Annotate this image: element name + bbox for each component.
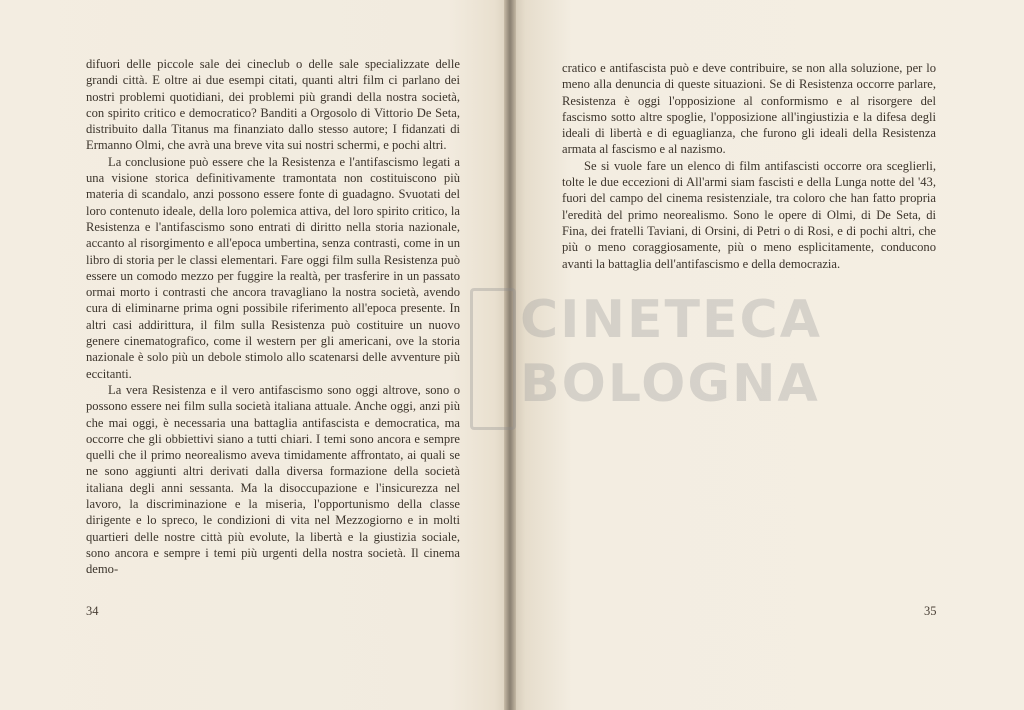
right-page-text (562, 60, 936, 272)
watermark-line-2: BOLOGNA (520, 354, 820, 414)
paragraph: La vera Resistenza e il vero antifascismo sono oggi altrove, sono o possono essere nei film sulla società italiana attuale. Anche oggi, anzi più che mai oggi, è necessaria una battaglia antifascista e democratica, ma occorre che gli obbiettivi siano a tutti chiari. I temi sono ancora e sempre quelli che il primo neorealismo aveva timidamente affrontato, ai quali se ne sono aggiunti altri derivati dalla diversa formazione della società italiana degli anni sessanta. Ma la disoccupazione e l'insicurezza nel lavoro, la discriminazione e la miseria, l'opportunismo della classe dirigente e lo spreco, le condizioni di vita nel Mezzogiorno e in molti quartieri delle nostre città più evolute, la libertà e la giustizia sociale, sono ancora e sempre i temi più urgenti della nostra società. Il cinema demo- (86, 382, 460, 577)
paragraph: difuori delle piccole sale dei cineclub o delle sale specializzate delle grandi città. E oltre ai due esempi citati, quanti altri film ci parlano dei nostri problemi quotidiani, dei problemi più grandi della nostra società, con spirito critico e democratico? Banditi a Orgosolo di Vittorio De Seta, distribuito dalla Titanus ma finanziato dallo stesso autore; I fidanzati di Ermanno Olmi, che avrà una breve vita sui nostri schermi, e pochi altri. (86, 57, 460, 153)
left-page-text (86, 56, 460, 578)
watermark-line-1: CINETECA (520, 290, 822, 350)
paragraph: cratico e antifascista può e deve contribuire, se non alla soluzione, per lo meno alla denuncia di queste situazioni. Se di Resistenza occorre parlare, Resistenza è oggi l'opposizione al conformismo e al risorgere del fascismo sotto altre spoglie, l'opposizione all'ingiustizia e la difesa degli ideali di libertà e di eguaglianza, che furono gli ideali della Resistenza armata al fascismo e al nazismo. (562, 61, 936, 157)
left-page (0, 0, 510, 710)
right-page (510, 0, 1024, 710)
paragraph: Se si vuole fare un elenco di film antifascisti occorre ora sceglierli, tolte le due eccezioni di All'armi siam fascisti e della Lunga notte del '43, fuori del campo del cinema resistenziale, tra coloro che han fatto propria l'eredità del primo neorealismo. Sono le opere di Olmi, di De Seta, di Fina, dei fratelli Taviani, di Orsini, di Petri o di Rosi, e di pochi altri, che più o meno coraggiosamente, più o meno esplicitamente, conducono avanti la battaglia dell'antifascismo e della democrazia. (562, 158, 936, 271)
book-gutter (504, 0, 516, 710)
page-number-left: 34 (86, 604, 99, 618)
paragraph: La conclusione può essere che la Resistenza e l'antifascismo legati a una visione storica definitivamente tramontata non costituiscono più materia di scandalo, anzi possono essere fonte di guadagno. Svuotati del loro contenuto ideale, della loro polemica attiva, del loro spirito critico, la Resistenza e l'antifascismo sono entrati di diritto nella storia nazionale, accanto al risorgimento e all'epoca umbertina, senza contrasti, come in un libro di storia per le classi elementari. Fare oggi film sulla Resistenza può essere un comodo mezzo per fuggire la realtà, per trasferire in un passato ormai morto i contrasti che ancora travagliano la nostra società, avendo cura di eliminarne prima ogni possibile riferimento all'epoca presente. In altri casi addirittura, il film sulla Resistenza può costituire un nuovo genere cinematografico, come il western per gli americani, ove la storia nazionale è solo più un debole stimolo allo scatenarsi delle avventure più eccitanti. (86, 154, 460, 381)
page-number-right: 35 (924, 604, 937, 618)
